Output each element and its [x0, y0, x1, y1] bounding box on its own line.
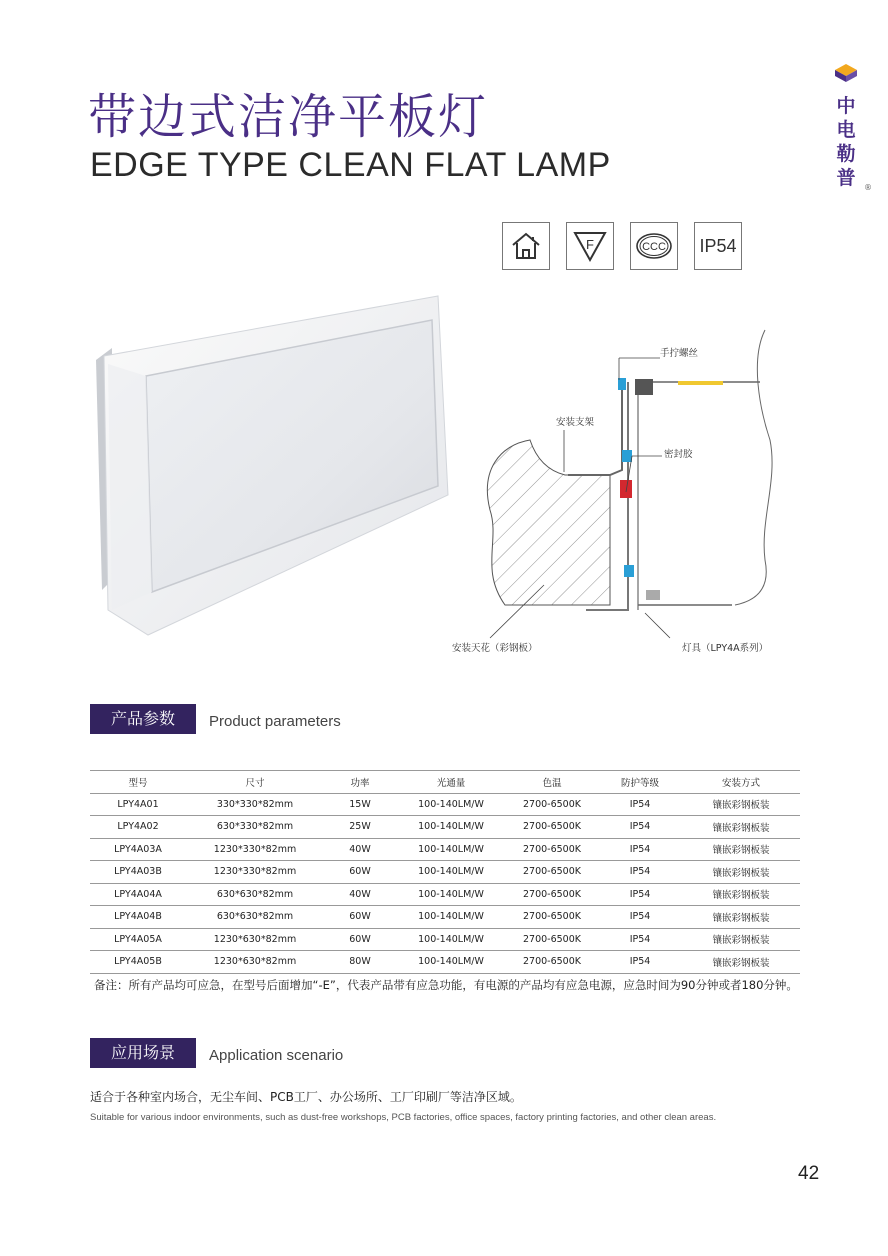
- f-mark-icon: [566, 222, 614, 270]
- table-cell: LPY4A02: [90, 816, 186, 839]
- label-bracket: 安装支架: [556, 417, 595, 428]
- lamp-product-image: [88, 290, 458, 640]
- table-cell: 1230*330*82mm: [186, 861, 324, 884]
- ip-rating-icon: IP54: [694, 222, 742, 270]
- table-cell: 100-140LM/W: [396, 838, 506, 861]
- label-ceiling: 安装天花（彩钢板）: [452, 643, 538, 654]
- table-cell: 100-140LM/W: [396, 951, 506, 974]
- label-screw: 手拧螺丝: [660, 348, 699, 359]
- table-cell: LPY4A03A: [90, 838, 186, 861]
- col-header: 防护等级: [598, 771, 682, 794]
- table-cell: 2700-6500K: [506, 838, 598, 861]
- table-cell: 100-140LM/W: [396, 861, 506, 884]
- table-cell: LPY4A01: [90, 793, 186, 816]
- table-cell: 100-140LM/W: [396, 816, 506, 839]
- table-cell: LPY4A04B: [90, 906, 186, 929]
- table-cell: IP54: [598, 838, 682, 861]
- svg-text:F: F: [586, 237, 594, 252]
- table-cell: 630*630*82mm: [186, 906, 324, 929]
- table-cell: 镶嵌彩钢板装: [682, 838, 800, 861]
- table-cell: 630*330*82mm: [186, 816, 324, 839]
- table-cell: 镶嵌彩钢板装: [682, 793, 800, 816]
- table-cell: 镶嵌彩钢板装: [682, 883, 800, 906]
- page-title: 带边式洁净平板灯: [88, 89, 489, 145]
- col-header: 色温: [506, 771, 598, 794]
- table-cell: 镶嵌彩钢板装: [682, 928, 800, 951]
- col-header: 功率: [324, 771, 396, 794]
- table-cell: 镶嵌彩钢板装: [682, 906, 800, 929]
- table-cell: 630*630*82mm: [186, 883, 324, 906]
- col-header: 光通量: [396, 771, 506, 794]
- table-cell: 100-140LM/W: [396, 793, 506, 816]
- table-cell: 镶嵌彩钢板装: [682, 816, 800, 839]
- table-row: [90, 951, 800, 974]
- table-cell: 60W: [324, 928, 396, 951]
- params-table: [90, 770, 800, 974]
- table-cell: IP54: [598, 906, 682, 929]
- scenario-section-subtitle: Application scenario: [209, 1047, 344, 1064]
- scenario-text-en: Suitable for various indoor environments, such as dust-free workshops, PCB factories, office spaces, factory printing factories, and other clean areas.: [90, 1112, 717, 1123]
- params-section-subtitle: Product parameters: [209, 713, 341, 730]
- params-note: 备注：所有产品均可应急，在型号后面增加“-E”，代表产品带有应急功能，有电源的产品均有应急电源，应急时间为90分钟或者180分钟。: [94, 978, 798, 992]
- table-cell: LPY4A05A: [90, 928, 186, 951]
- table-cell: 60W: [324, 861, 396, 884]
- table-cell: 330*330*82mm: [186, 793, 324, 816]
- brand-mark-icon: [833, 62, 859, 84]
- table-row: [90, 906, 800, 929]
- col-header: 安装方式: [682, 771, 800, 794]
- table-cell: LPY4A04A: [90, 883, 186, 906]
- house-icon: [502, 222, 550, 270]
- table-cell: IP54: [598, 816, 682, 839]
- table-cell: 2700-6500K: [506, 951, 598, 974]
- table-cell: 100-140LM/W: [396, 906, 506, 929]
- scenario-section-tag: 应用场景: [90, 1038, 196, 1068]
- table-cell: LPY4A05B: [90, 951, 186, 974]
- table-cell: 2700-6500K: [506, 793, 598, 816]
- table-cell: 40W: [324, 838, 396, 861]
- col-header: 尺寸: [186, 771, 324, 794]
- table-cell: 80W: [324, 951, 396, 974]
- table-cell: 2700-6500K: [506, 928, 598, 951]
- table-cell: IP54: [598, 883, 682, 906]
- table-cell: IP54: [598, 861, 682, 884]
- table-row: [90, 928, 800, 951]
- table-row: [90, 883, 800, 906]
- table-cell: 2700-6500K: [506, 906, 598, 929]
- label-sealant: 密封胶: [664, 449, 693, 460]
- page-subtitle: EDGE TYPE CLEAN FLAT LAMP: [90, 146, 611, 184]
- table-cell: 25W: [324, 816, 396, 839]
- table-cell: 60W: [324, 906, 396, 929]
- table-cell: 2700-6500K: [506, 861, 598, 884]
- table-cell: 2700-6500K: [506, 883, 598, 906]
- table-row: [90, 793, 800, 816]
- table-cell: 镶嵌彩钢板装: [682, 861, 800, 884]
- svg-text:CCC: CCC: [642, 241, 666, 253]
- installation-diagram: [460, 320, 790, 660]
- table-cell: 镶嵌彩钢板装: [682, 951, 800, 974]
- table-cell: 100-140LM/W: [396, 883, 506, 906]
- table-cell: IP54: [598, 793, 682, 816]
- table-cell: IP54: [598, 928, 682, 951]
- ccc-icon: [630, 222, 678, 270]
- col-header: 型号: [90, 771, 186, 794]
- table-cell: 2700-6500K: [506, 816, 598, 839]
- table-cell: IP54: [598, 951, 682, 974]
- table-cell: LPY4A03B: [90, 861, 186, 884]
- table-row: [90, 838, 800, 861]
- table-cell: 40W: [324, 883, 396, 906]
- table-cell: 100-140LM/W: [396, 928, 506, 951]
- params-section-tag: 产品参数: [90, 704, 196, 734]
- table-cell: 15W: [324, 793, 396, 816]
- page-number: 42: [798, 1163, 820, 1184]
- brand-chars: 中 电 勒 普: [836, 95, 856, 189]
- table-cell: 1230*330*82mm: [186, 838, 324, 861]
- table-row: [90, 816, 800, 839]
- label-fixture: 灯具（LPY4A系列）: [682, 643, 769, 654]
- scenario-text-cn: 适合于各种室内场合，无尘车间、PCB工厂、办公场所、工厂印刷厂等洁净区域。: [90, 1090, 522, 1104]
- table-cell: 1230*630*82mm: [186, 928, 324, 951]
- table-row: [90, 861, 800, 884]
- brand-logo: 中 电 勒 普 ®: [826, 62, 866, 190]
- table-header-row: [90, 771, 800, 794]
- table-cell: 1230*630*82mm: [186, 951, 324, 974]
